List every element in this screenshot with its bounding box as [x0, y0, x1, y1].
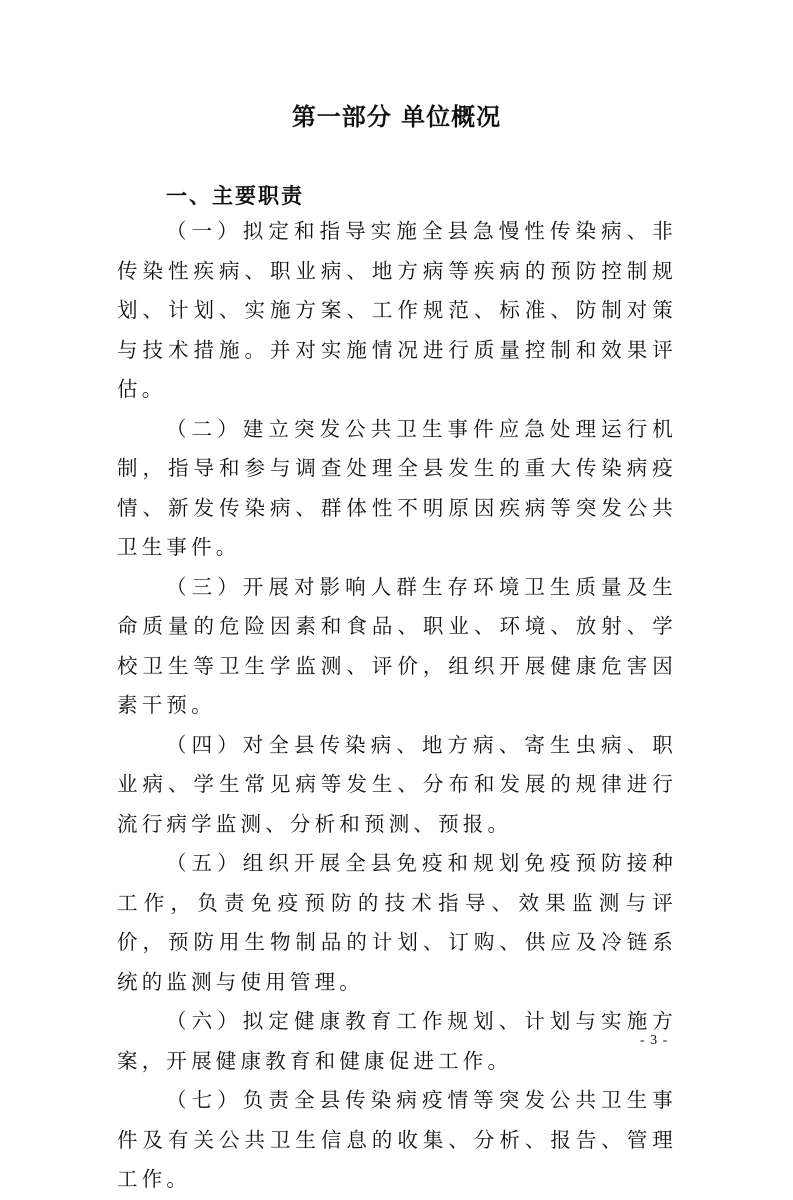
- section-heading: 一、主要职责: [166, 184, 304, 208]
- page-number: - 3 -: [640, 1033, 669, 1048]
- page-title: 第一部分 单位概况: [291, 103, 502, 131]
- paragraph-6: （六）拟定健康教育工作规划、计划与实施方案，开展健康教育和健康促进工作。: [117, 1009, 677, 1073]
- body-text: [117, 212, 677, 1200]
- paragraph-1: （一）拟定和指导实施全县急慢性传染病、非传染性疾病、职业病、地方病等疾病的预防控制规划、计划、实施方案、工作规范、标准、防制对策与技术措施。并对实施情况进行质量控制和效果评估。: [117, 219, 677, 401]
- paragraph-7: （七）负责全县传染病疫情等突发公共卫生事件及有关公共卫生信息的收集、分析、报告、管理工作。: [117, 1088, 677, 1191]
- paragraph-2: （二）建立突发公共卫生事件应急处理运行机制，指导和参与调查处理全县发生的重大传染病疫情、新发传染病、群体性不明原因疾病等突发公共卫生事件。: [117, 416, 677, 559]
- paragraph-3: （三）开展对影响人群生存环境卫生质量及生命质量的危险因素和食品、职业、环境、放射、学校卫生等卫生学监测、评价，组织开展健康危害因素干预。: [117, 574, 677, 717]
- paragraph-5: （五）组织开展全县免疫和规划免疫预防接种工作，负责免疫预防的技术指导、效果监测与评价，预防用生物制品的计划、订购、供应及冷链系统的监测与使用管理。: [117, 851, 677, 994]
- paragraph-4: （四）对全县传染病、地方病、寄生虫病、职业病、学生常见病等发生、分布和发展的规律进行流行病学监测、分析和预测、预报。: [117, 732, 677, 836]
